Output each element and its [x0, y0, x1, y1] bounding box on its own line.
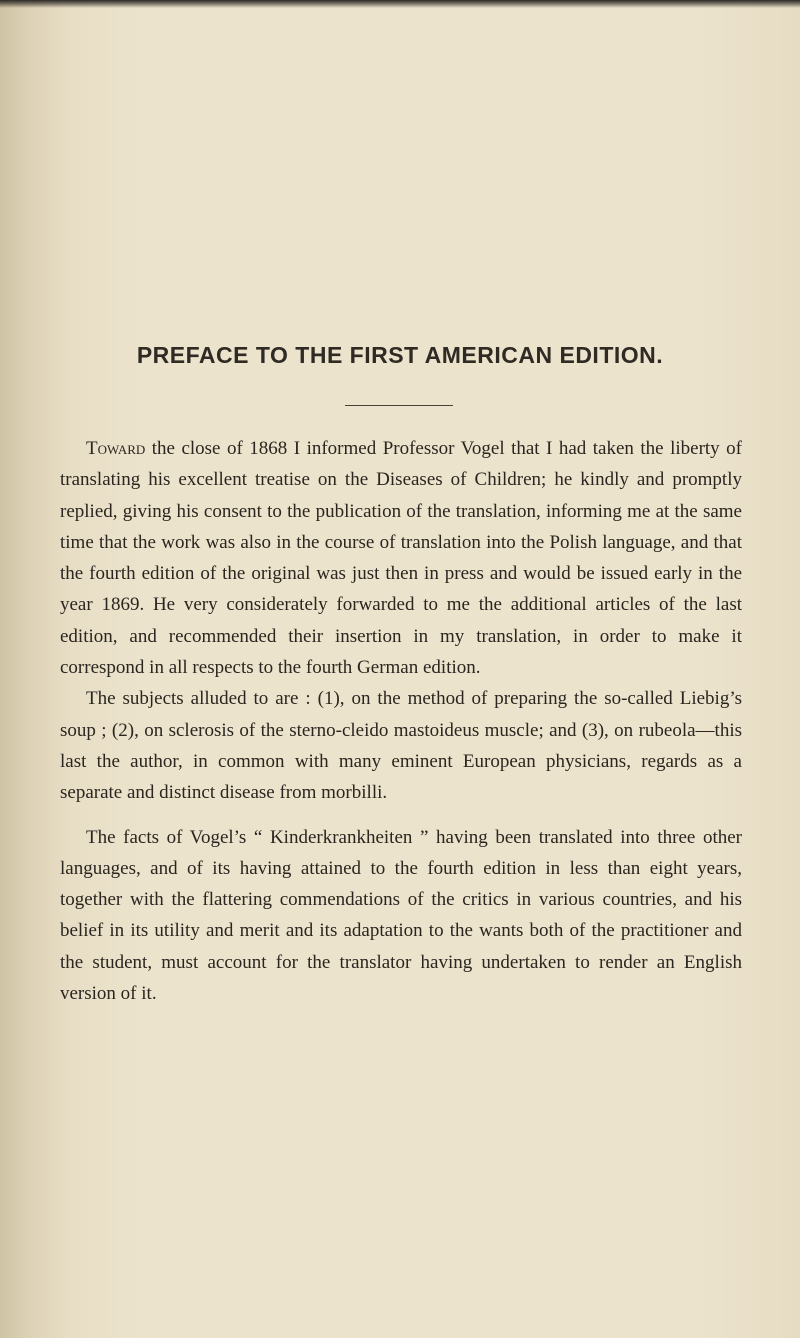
- paragraph-1: [60, 433, 742, 683]
- paragraph-3: [60, 822, 742, 1010]
- paragraph-3-text: The facts of Vogel’s “ Kinderkrankheiten ” having been translated into three other languages, and of its having attained to the fourth edition in less than eight years, together with the flattering commendations of the critics in various countries, and his belief in its utility and merit and its adaptation to the wants both of the practitioner and the student, must account for the translator having undertaken to render an English version of it.: [60, 826, 742, 1005]
- paragraph-2: [60, 683, 742, 808]
- title-divider: [345, 405, 453, 406]
- paragraph-1-lead-word: Toward: [86, 438, 146, 459]
- paragraph-1-text: the close of 1868 I informed Professor Vogel that I had taken the liberty of translating his excellent treatise on the Diseases of Children; he kindly and promptly replied, giving his consent to the publication of the translation, informing me at the same time that the work was also in the course of translation into the Polish language, and that the fourth edition of the original was just then in press and would be issued early in the year 1869. He very considerately forwarded to me the additional articles of the last edition, and recommended their insertion in my translation, in order to make it correspond in all respects to the fourth German edition.: [60, 438, 742, 679]
- page-top-shadow: [0, 0, 800, 8]
- preface-body: [60, 433, 742, 1009]
- paragraph-2-text: The subjects alluded to are : (1), on the method of preparing the so-called Liebig’s soup ; (2), on sclerosis of the sterno-cleido mastoideus muscle; and (3), on rubeola—this last the author, in common with many eminent European physicians, regards as a separate and distinct disease from morbilli.: [60, 688, 742, 804]
- page-title: PREFACE TO THE FIRST AMERICAN EDITION.: [136, 342, 664, 368]
